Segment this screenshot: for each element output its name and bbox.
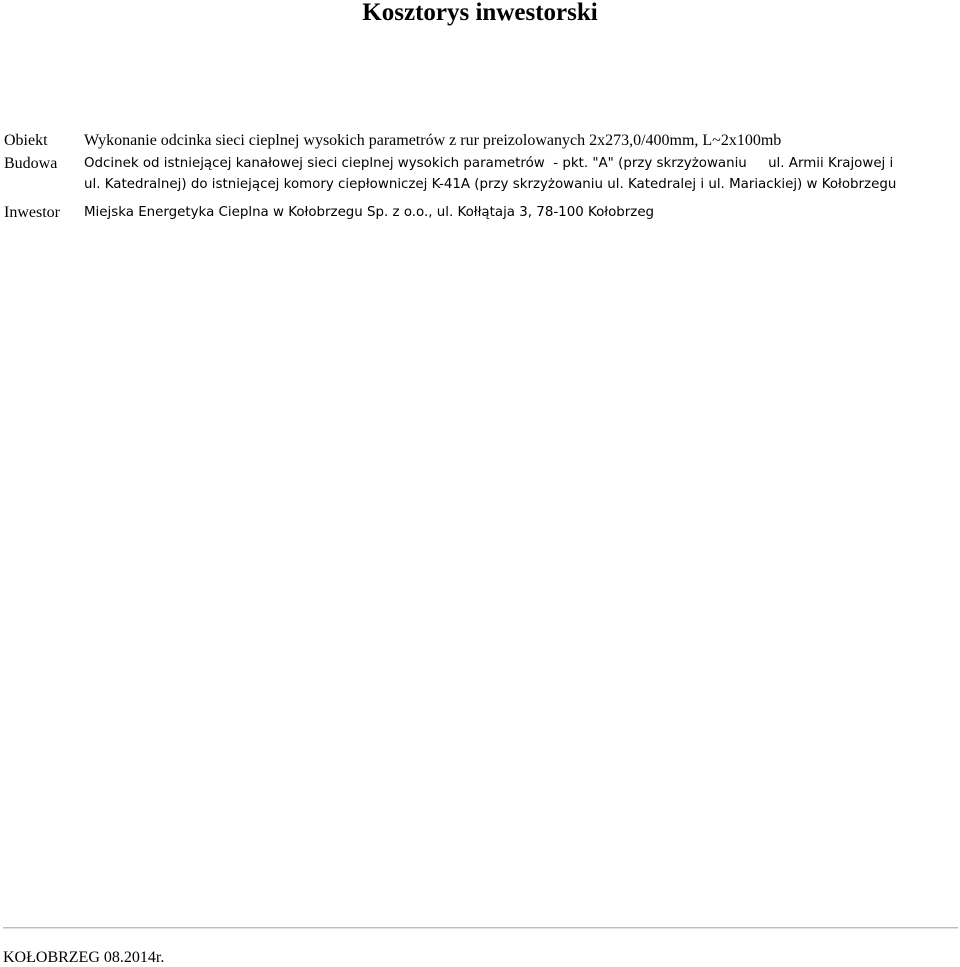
obiekt-label: Obiekt bbox=[4, 132, 48, 149]
budowa-value-lead: Odcinek od istniejącej kanałowej sieci cieplnej wysokich parametrów - pkt. "A" (przy skrzyżowaniu ul. Armii Krajowej i bbox=[84, 156, 894, 171]
info-section bbox=[4, 129, 956, 224]
document-title: Kosztorys inwestorski bbox=[362, 0, 598, 26]
budowa-value-rest: ul. Katedralnej) do istniejącej komory ciepłowniczej K-41A (przy skrzyżowaniu ul. Katedralej i ul. Mariackiej) w Kołobrzegu bbox=[84, 177, 897, 192]
info-row-inwestor bbox=[4, 201, 956, 224]
info-row-budowa bbox=[4, 152, 956, 195]
footer-place-date: KOŁOBRZEG 08.2014r. bbox=[3, 949, 165, 966]
info-row-obiekt bbox=[4, 129, 956, 152]
obiekt-value: Wykonanie odcinka sieci cieplnej wysokich parametrów z rur preizolowanych 2x273,0/400mm, L~2x100mb bbox=[84, 132, 782, 149]
budowa-value bbox=[84, 152, 956, 195]
budowa-label: Budowa bbox=[4, 155, 58, 172]
inwestor-label: Inwestor bbox=[4, 204, 60, 221]
footer-divider bbox=[3, 927, 958, 929]
inwestor-value: Miejska Energetyka Cieplna w Kołobrzegu Sp. z o.o., ul. Kołłątaja 3, 78-100 Kołobrzeg bbox=[84, 205, 655, 220]
